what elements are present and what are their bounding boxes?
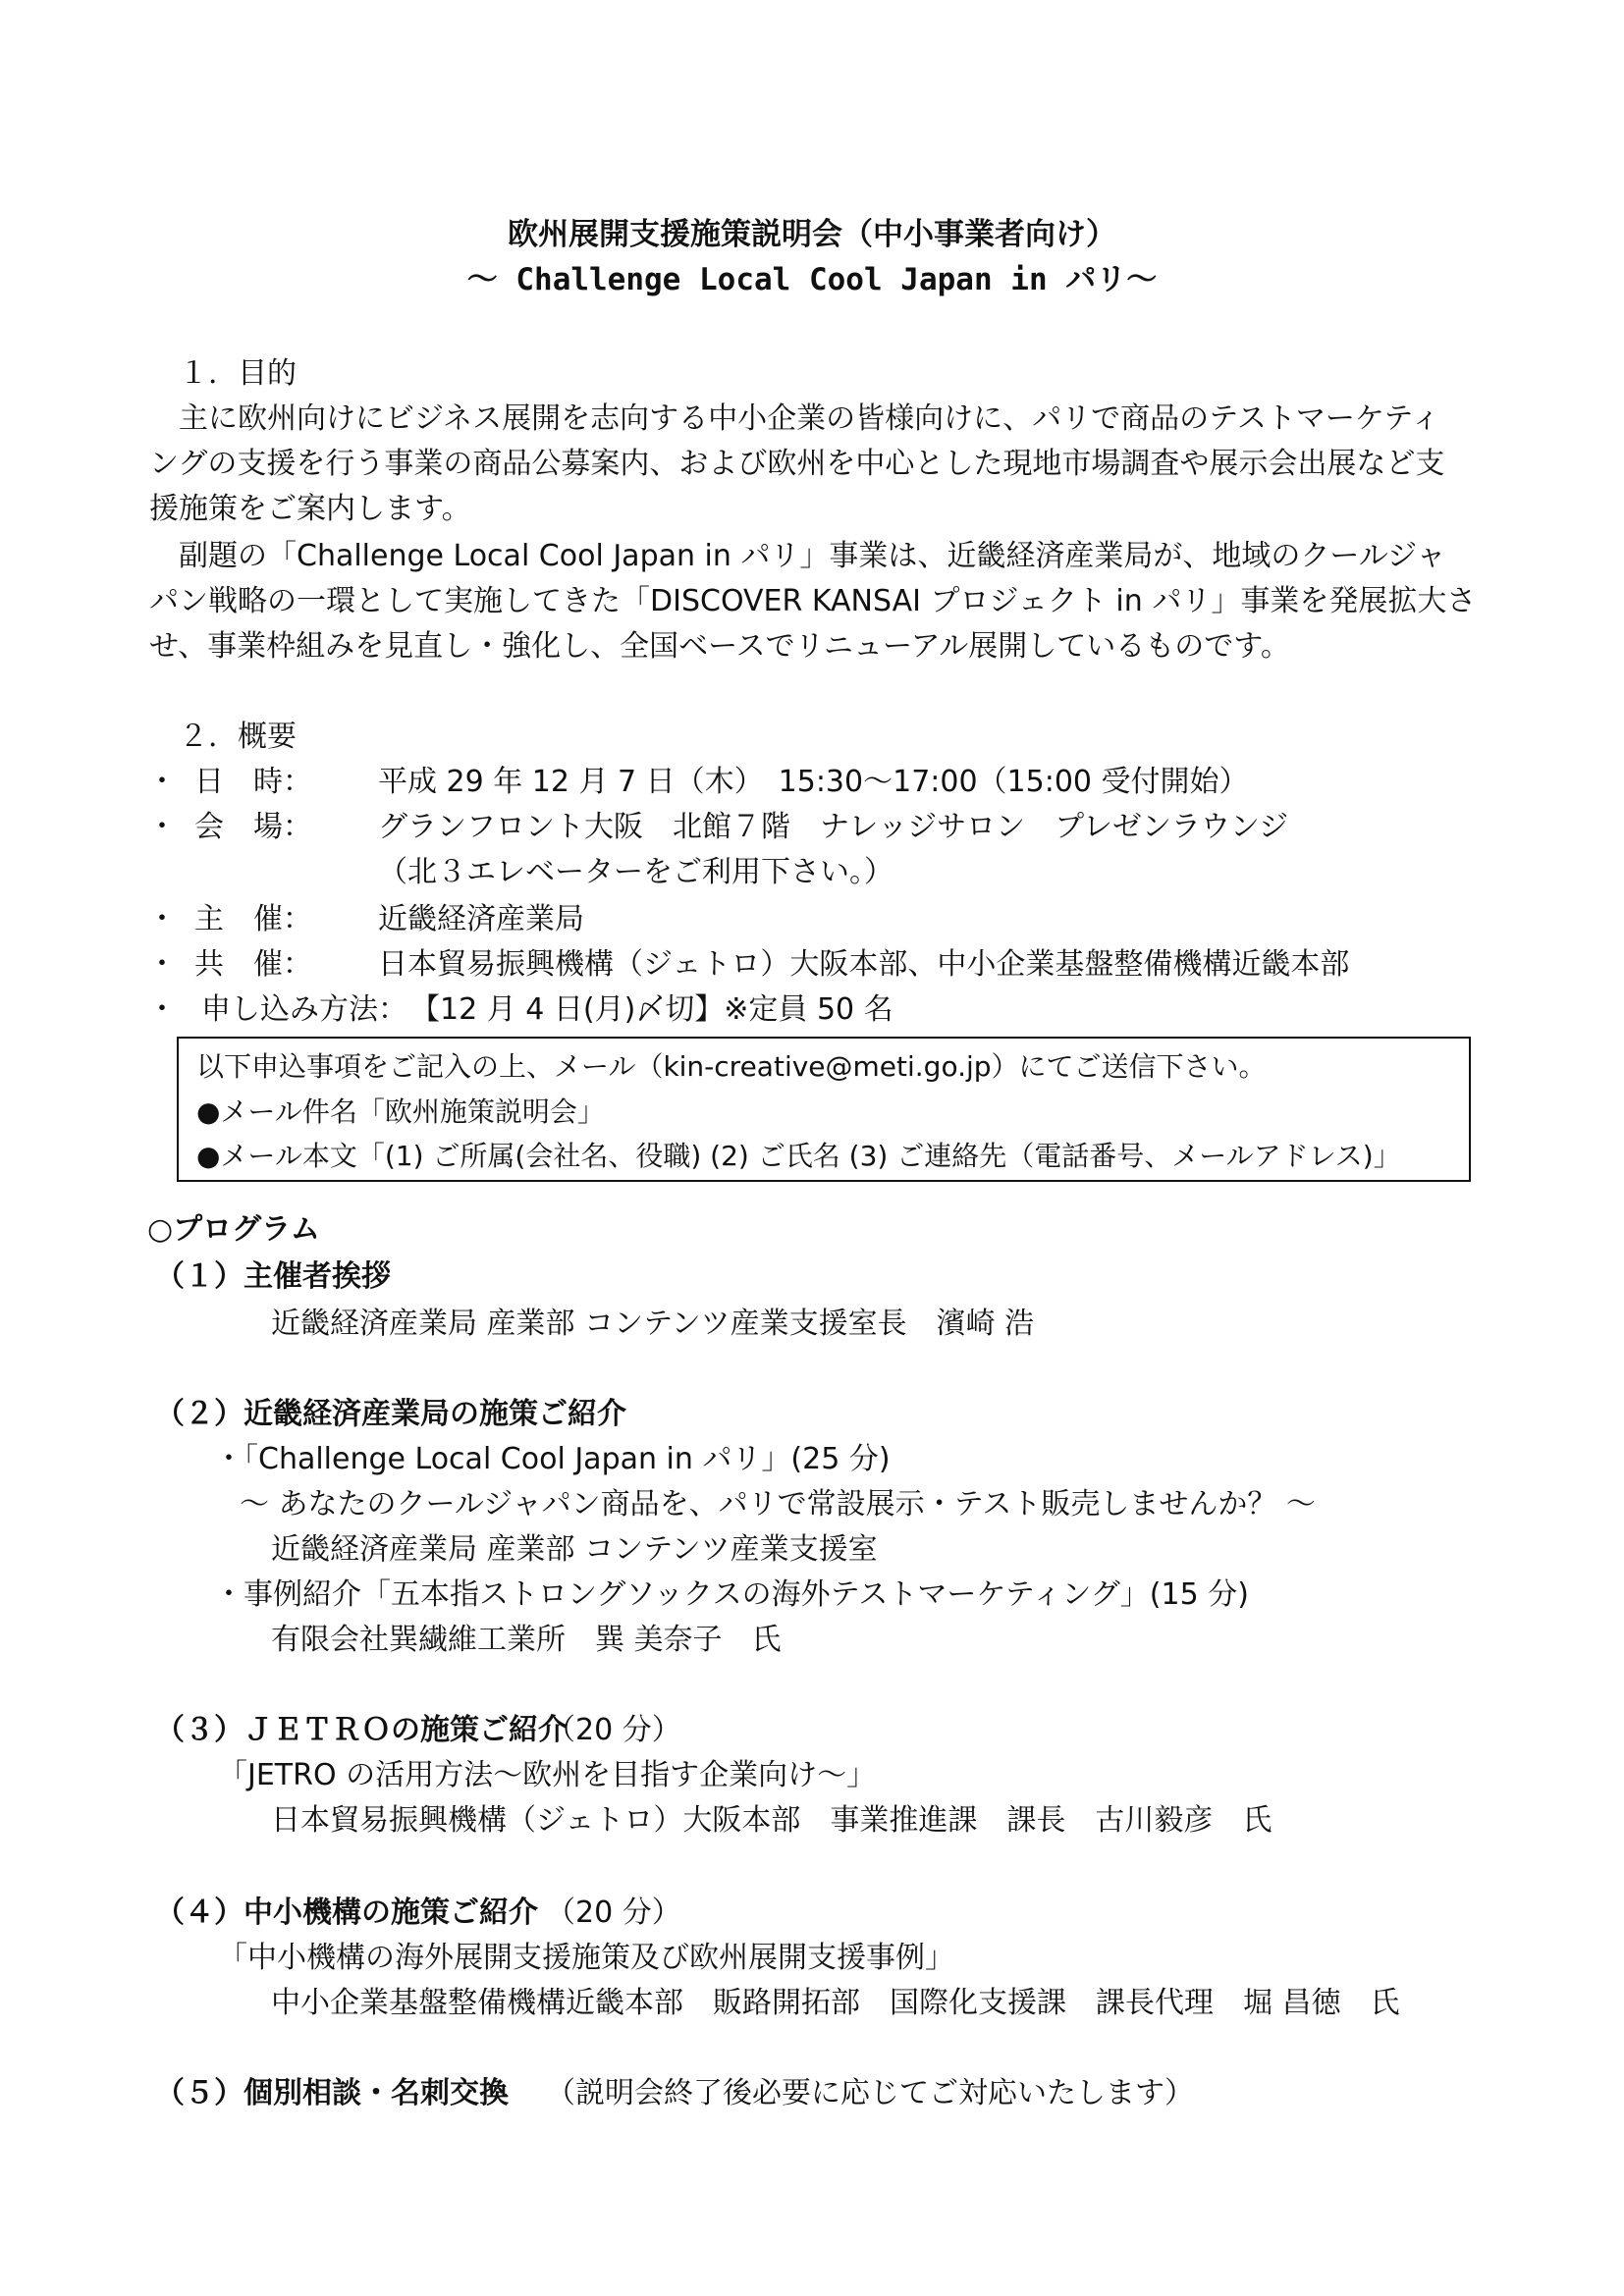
bullet: ・ (147, 902, 177, 936)
bullet: ・ (147, 992, 177, 1027)
datetime-label: 日 時： (194, 765, 312, 799)
program-item3-line2: 日本貿易振興機構（ジェトロ）大阪本部 事業推進課 課長 古川毅彦 氏 (271, 1803, 1272, 1838)
section2-heading: ２．概要 (179, 720, 297, 754)
section1-para1-line3: 援施策をご案内します。 (149, 492, 471, 526)
section1-para2-line3: せ、事業枠組みを見直し・強化し、全国ベースでリニューアル展開しているものです。 (149, 629, 1290, 664)
section1-para2-line1: 副題の「Challenge Local Cool Japan in パリ」事業は、近畿経済産業局が、地域のクールジャ (149, 539, 1446, 573)
notice-line2: ●メール件名「欧州施策説明会」 (196, 1095, 605, 1128)
program-item4-title: （４）中小機構の施策ご紹介 (155, 1896, 538, 1930)
bullet: ・ (147, 810, 177, 844)
section1-para1-line1: 主に欧州向けにビジネス展開を志向する中小企業の皆様向けに、パリで商品のテストマーケティ (149, 401, 1440, 436)
organizer-value: 近畿経済産業局 (378, 902, 584, 936)
bullet: ・ (147, 947, 177, 982)
cosponsor-label: 共 催： (194, 947, 312, 982)
program-item2-line1: ・「Challenge Local Cool Japan in パリ」(25 分) (214, 1442, 891, 1476)
program-item2-line3: 近畿経済産業局 産業部 コンテンツ産業支援室 (271, 1532, 878, 1567)
cosponsor-value: 日本貿易振興機構（ジェトロ）大阪本部、中小企業基盤整備機構近畿本部 (378, 947, 1350, 982)
program-item2-line5: 有限会社巽繊維工業所 巽 美奈子 氏 (271, 1623, 782, 1657)
program-item4-line1: 「中小機構の海外展開支援施策及び欧州展開支援事例」 (218, 1941, 954, 1975)
venue-label: 会 場： (194, 810, 312, 844)
program-item3-title: （３）ＪＥＴＲＯの施策ご紹介 (155, 1713, 568, 1747)
program-item1-line1: 近畿経済産業局 産業部 コンテンツ産業支援室長 濱崎 浩 (271, 1307, 1035, 1341)
section1-para2-line2: パン戦略の一環として実施してきた「DISCOVER KANSAI プロジェクト in パリ」事業を発展拡大さ (149, 584, 1477, 618)
venue-value: グランフロント大阪 北館７階 ナレッジサロン プレゼンラウンジ (378, 810, 1289, 844)
venue-note: （北３エレベーターをご利用下さい。） (378, 855, 893, 889)
program-item2-line4: ・事例紹介「五本指ストロングソックスの海外テストマーケティング」(15 分) (214, 1577, 1249, 1612)
program-item1-title: （１）主催者挨拶 (155, 1259, 391, 1294)
application-label: 申し込み方法： (201, 992, 407, 1027)
datetime-value: 平成 29 年 12 月 7 日（木） 15:30〜17:00（15:00 受付開始） (378, 765, 1249, 799)
document-subtitle: 〜 Challenge Local Cool Japan in パリ〜 (466, 262, 1158, 297)
bullet: ・ (147, 765, 177, 799)
section1-para1-line2: ングの支援を行う事業の商品公募案内、および欧州を中心とした現地市場調査や展示会出展など支 (149, 447, 1445, 481)
program-item4-duration: （20 分） (546, 1896, 681, 1930)
section1-heading: １．目的 (179, 356, 297, 391)
application-notice-box (177, 1037, 1471, 1182)
program-item2-line2: 〜 あなたのクールジャパン商品を、パリで常設展示・テスト販売しませんか？ 〜 (240, 1487, 1316, 1522)
program-item3-line1: 「JETRO の活用方法〜欧州を目指す企業向け〜」 (218, 1758, 877, 1792)
program-item3-duration: （20 分） (546, 1713, 681, 1747)
notice-line1: 以下申込事項をご記入の上、メール（kin-creative@meti.go.jp）にてご送信下さい。 (196, 1050, 1267, 1083)
program-item2-title: （２）近畿経済産業局の施策ご紹介 (155, 1397, 626, 1431)
notice-line3: ●メール本文「(1) ご所属(会社名、役職) (2) ご氏名 (3) ご連絡先（電話番号、メールアドレス)」 (196, 1140, 1401, 1172)
organizer-label: 主 催： (194, 902, 312, 936)
document-title: 欧州展開支援施策説明会（中小事業者向け） (508, 217, 1116, 252)
program-item5-title: （５）個別相談・名刺交換 (155, 2076, 509, 2110)
program-item4-line2: 中小企業基盤整備機構近畿本部 販路開拓部 国際化支援課 課長代理 堀 昌徳 氏 (271, 1986, 1400, 2020)
program-item5-note: （説明会終了後必要に応じてご対応いたします） (546, 2076, 1194, 2110)
application-value: 【12 月 4 日(月)〆切】※定員 50 名 (410, 992, 893, 1027)
program-heading: ○プログラム (147, 1212, 320, 1247)
